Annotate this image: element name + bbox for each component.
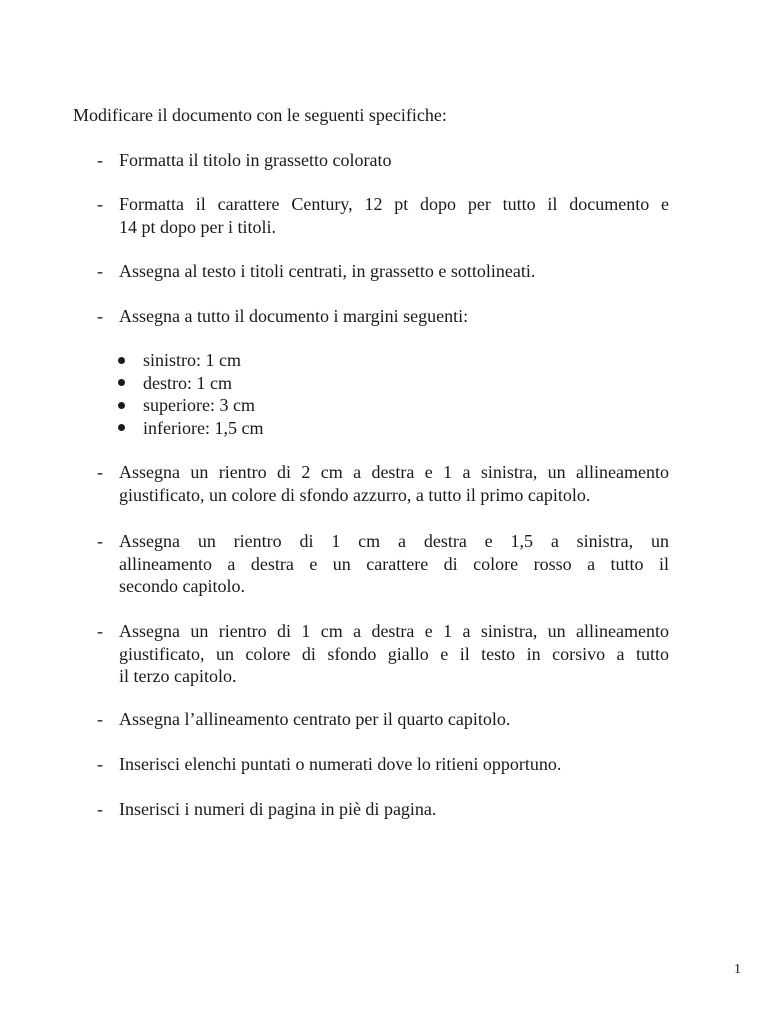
dash-marker: - (97, 462, 103, 482)
bullet-icon (118, 424, 125, 431)
text-line: Assegna al testo i titoli centrati, in grassetto e sottolineati. (119, 261, 536, 281)
instruction-text (119, 620, 669, 688)
instruction-text (119, 149, 669, 172)
page-number: 1 (734, 962, 741, 977)
text-line: il terzo capitolo. (119, 666, 237, 686)
instruction-item (97, 305, 669, 328)
bullet-icon (118, 402, 125, 409)
instruction-item (97, 620, 669, 688)
intro-text: Modificare il documento con le seguenti specifiche: (73, 105, 447, 125)
text-line: Inserisci i numeri di pagina in piè di pagina. (119, 799, 437, 819)
instruction-text (119, 798, 669, 821)
instruction-item (97, 753, 669, 776)
bullet-icon (118, 379, 125, 386)
instruction-item (97, 708, 669, 731)
text-line: Inserisci elenchi puntati o numerati dove lo ritieni opportuno. (119, 754, 562, 774)
instruction-item (97, 193, 669, 238)
text-line: secondo capitolo. (119, 576, 245, 596)
instruction-item (97, 798, 669, 821)
instruction-text (119, 753, 669, 776)
dash-marker: - (97, 150, 103, 170)
dash-marker: - (97, 799, 103, 819)
dash-marker: - (97, 709, 103, 729)
instruction-text (119, 461, 669, 506)
instruction-text (119, 530, 669, 598)
dash-marker: - (97, 621, 103, 641)
list-item (118, 349, 263, 372)
text-line: Assegna a tutto il documento i margini seguenti: (119, 306, 469, 326)
bullet-icon (118, 357, 125, 364)
list-item (118, 417, 263, 440)
instruction-item (97, 530, 669, 598)
instruction-item (97, 461, 669, 506)
bullet-text: superiore: 3 cm (143, 395, 255, 415)
list-item (118, 394, 263, 417)
text-line: Assegna l’allineamento centrato per il quarto capitolo. (119, 709, 511, 729)
instruction-item (97, 149, 669, 172)
margins-bullet-list (118, 349, 263, 439)
text-line: Formatta il titolo in grassetto colorato (119, 150, 392, 170)
text-line: Assegna un rientro di 2 cm a destra e 1 a sinistra, un allineamento (119, 462, 669, 482)
dash-marker: - (97, 194, 103, 214)
dash-marker: - (97, 306, 103, 326)
instruction-text (119, 193, 669, 238)
instruction-text (119, 708, 669, 731)
instruction-text (119, 260, 669, 283)
instruction-item (97, 260, 669, 283)
text-line: Assegna un rientro di 1 cm a destra e 1 a sinistra, un allineamento (119, 621, 669, 641)
instruction-text (119, 305, 669, 328)
text-line: allineamento a destra e un carattere di colore rosso a tutto il (119, 553, 669, 574)
bullet-text: sinistro: 1 cm (143, 350, 241, 370)
text-line: Formatta il carattere Century, 12 pt dopo per tutto il documento e (119, 194, 669, 214)
dash-marker: - (97, 531, 103, 551)
bullet-text: destro: 1 cm (143, 372, 232, 393)
text-line: 14 pt dopo per i titoli. (119, 216, 276, 237)
dash-marker: - (97, 754, 103, 774)
list-item (118, 372, 263, 395)
dash-marker: - (97, 261, 103, 281)
text-line: Assegna un rientro di 1 cm a destra e 1,5 a sinistra, un (119, 531, 669, 551)
text-line: giustificato, un colore di sfondo azzurro, a tutto il primo capitolo. (119, 484, 591, 505)
text-line: giustificato, un colore di sfondo giallo e il testo in corsivo a tutto (119, 643, 669, 664)
bullet-text: inferiore: 1,5 cm (143, 417, 264, 438)
